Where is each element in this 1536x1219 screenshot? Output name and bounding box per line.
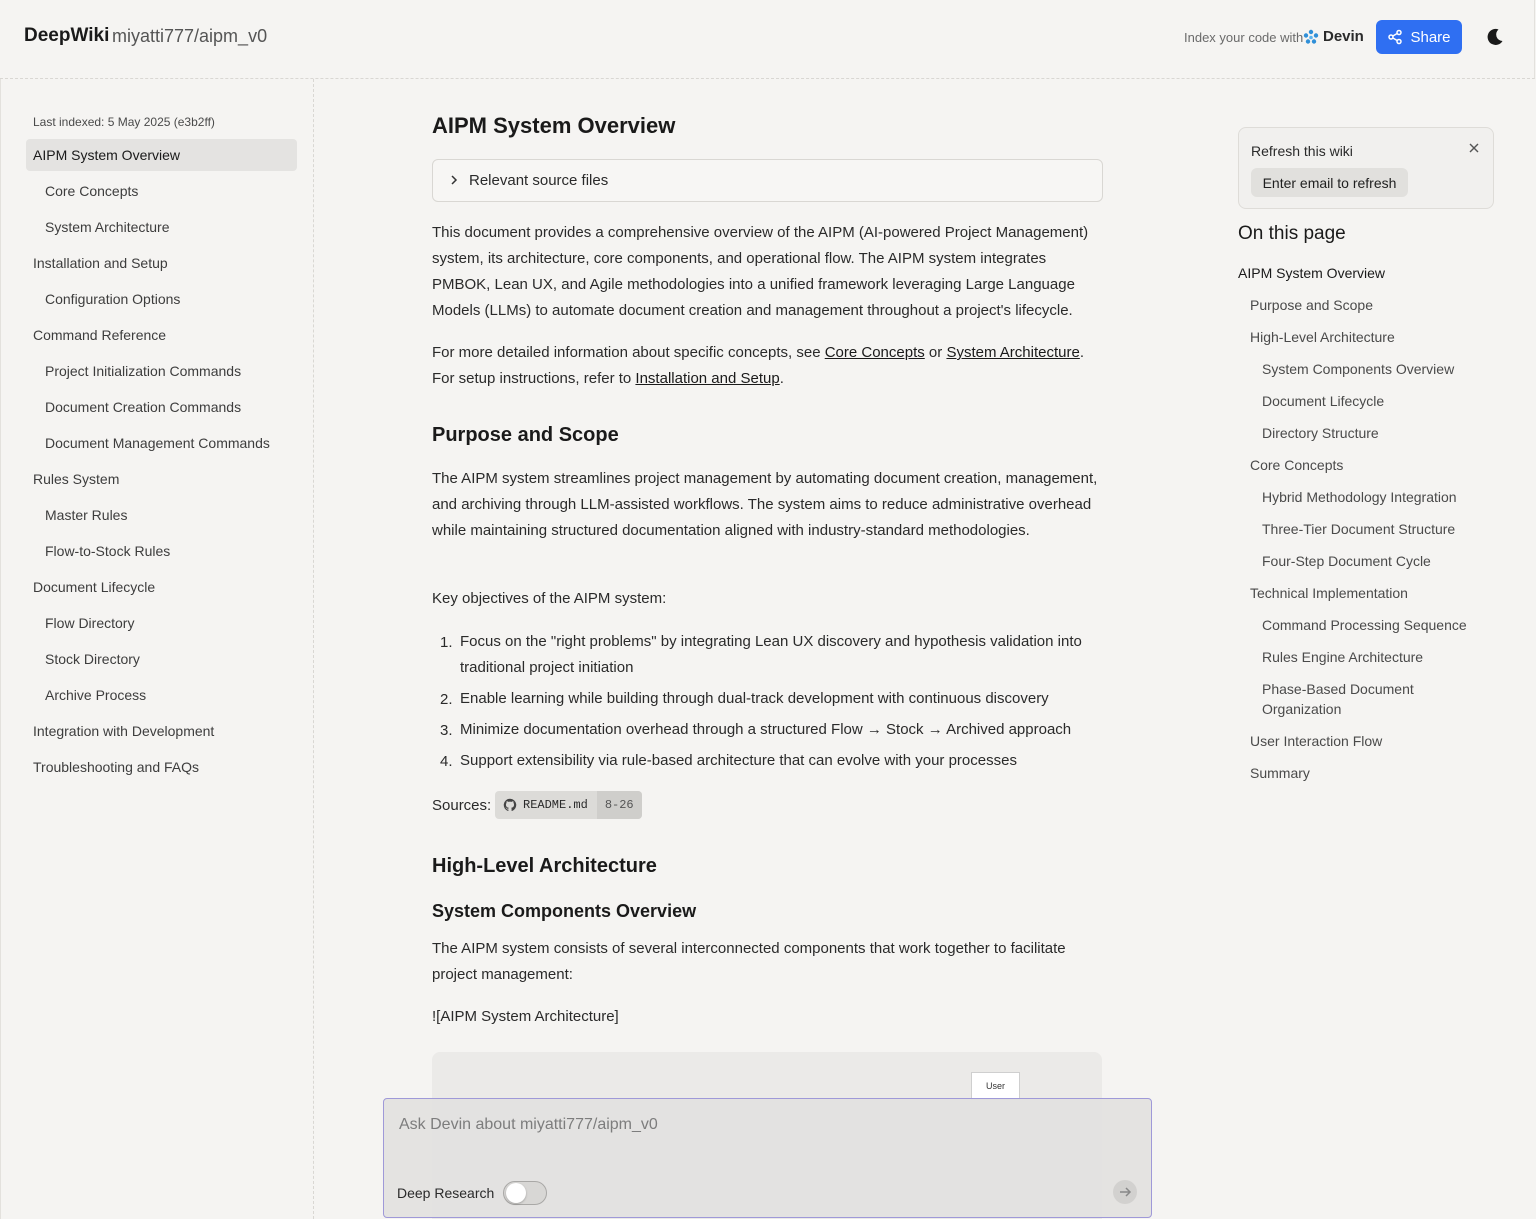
sidebar-nav-item[interactable]: Master Rules [45, 507, 128, 523]
objective-number: 4. [440, 753, 453, 770]
sidebar-nav-item[interactable]: Stock Directory [45, 651, 140, 667]
sidebar-nav-item[interactable]: Integration with Development [33, 723, 215, 739]
sidebar-nav-item[interactable]: Archive Process [45, 687, 147, 703]
toc-item[interactable]: Purpose and Scope [1250, 297, 1373, 313]
sidebar-nav-item[interactable]: Document Lifecycle [33, 579, 156, 595]
sidebar-nav-item[interactable]: System Architecture [45, 219, 170, 235]
purpose-paragraph: The AIPM system streamlines project management by automating document creation, management, and archiving through LLM-assisted workflows. The system aims to reduce administrative overhead while maintaining structured documentation aligned with industry-standard methodologies. [432, 470, 1098, 539]
enter-email-refresh-button[interactable]: Enter email to refresh [1251, 168, 1408, 197]
arrow-right-icon [1118, 1185, 1132, 1199]
sidebar-nav-item[interactable]: Configuration Options [45, 291, 181, 307]
diagram-user-node: User [971, 1072, 1020, 1100]
top-header [0, 0, 1535, 79]
more-info-prefix: For more detailed information about specific concepts, see [432, 344, 825, 361]
share-icon [1387, 29, 1403, 45]
purpose-heading: Purpose and Scope [432, 424, 619, 446]
toc-item[interactable]: Rules Engine Architecture [1262, 649, 1424, 665]
last-indexed-text: Last indexed: 5 May 2025 (e3b2ff) [33, 115, 215, 129]
moon-icon[interactable] [1484, 26, 1506, 48]
sidebar-nav-item[interactable]: Installation and Setup [33, 255, 168, 271]
components-paragraph: The AIPM system consists of several interconnected components that work together to facilitate project management: [432, 940, 1066, 983]
more-info-mid: . For setup instructions, refer to [432, 344, 1085, 387]
installation-setup-link[interactable]: Installation and Setup [635, 370, 780, 387]
core-concepts-link[interactable]: Core Concepts [824, 344, 925, 361]
toc-item[interactable]: User Interaction Flow [1250, 733, 1383, 749]
sidebar-nav-item[interactable]: Core Concepts [45, 183, 139, 199]
sidebar-nav-item[interactable]: Rules System [33, 471, 120, 487]
toc-item[interactable]: High-Level Architecture [1250, 329, 1395, 345]
toc-item[interactable]: Four-Step Document Cycle [1262, 553, 1431, 569]
send-button[interactable] [1113, 1180, 1137, 1204]
ask-devin-input[interactable] [397, 1111, 1121, 1139]
intro-paragraph: This document provides a comprehensive overview of the AIPM (AI-powered Project Management) system, its architecture, core components, and operational flow. The AIPM system integrates PMBOK, Lean UX, and Agile methodologies into a unified framework leveraging Large Language Models (LLMs) to automate document creation and management throughout a project's lifecycle. [432, 224, 1089, 319]
ask-devin-panel [383, 1098, 1152, 1218]
relevant-source-files-toggle[interactable] [432, 159, 1103, 202]
toc-item[interactable]: AIPM System Overview [1238, 265, 1386, 281]
objective-number: 1. [440, 634, 453, 651]
toc-item[interactable]: Phase-Based Document Organization [1262, 681, 1414, 717]
more-info-or: or [924, 344, 947, 361]
system-architecture-link[interactable]: System Architecture [946, 344, 1080, 361]
source-file-name: README.md [523, 798, 588, 812]
toc-title: On this page [1238, 223, 1346, 244]
index-code-text: Index your code with [1184, 30, 1304, 45]
objective-item: Enable learning while building through dual-track development with continuous discovery [460, 690, 1049, 707]
toc-item[interactable]: Command Processing Sequence [1262, 617, 1467, 633]
share-label: Share [1410, 28, 1451, 46]
left-sidebar [0, 79, 314, 1219]
sidebar-nav-item[interactable]: Project Initialization Commands [45, 363, 242, 379]
source-file-chip[interactable] [495, 791, 642, 819]
sidebar-nav-item[interactable]: Document Management Commands [45, 435, 270, 451]
sidebar-nav-item[interactable]: Flow Directory [45, 615, 135, 631]
more-info-paragraph [432, 340, 1104, 392]
toc-item[interactable]: Directory Structure [1262, 425, 1379, 441]
refresh-wiki-card [1238, 127, 1494, 209]
objective-number: 2. [440, 691, 453, 708]
devin-link[interactable]: Devin [1323, 28, 1364, 45]
close-icon[interactable] [1467, 141, 1481, 155]
share-button[interactable] [1376, 20, 1462, 54]
sidebar-nav-item[interactable]: Troubleshooting and FAQs [33, 759, 200, 775]
relevant-source-files-label: Relevant source files [469, 172, 609, 189]
toc-item[interactable]: Summary [1250, 765, 1310, 781]
brand-logo[interactable]: DeepWiki [24, 25, 110, 46]
github-icon [503, 798, 517, 812]
more-info-suffix: . [779, 370, 784, 387]
sidebar-nav-item[interactable]: AIPM System Overview [33, 147, 181, 163]
page-title: AIPM System Overview [432, 113, 676, 138]
image-alt-text: ![AIPM System Architecture] [432, 1008, 619, 1025]
toc-item[interactable]: Technical Implementation [1250, 585, 1408, 601]
sidebar-nav-item[interactable]: Document Creation Commands [45, 399, 242, 415]
objective-item: Minimize documentation overhead through a structured Flow → Stock → Archived approach [460, 721, 1072, 738]
components-heading: System Components Overview [432, 901, 697, 921]
toc-item[interactable]: System Components Overview [1262, 361, 1455, 377]
deep-research-label: Deep Research [397, 1185, 495, 1201]
objective-item: Support extensibility via rule-based architecture that can evolve with your processes [460, 752, 1017, 769]
sidebar-nav-item[interactable]: Flow-to-Stock Rules [45, 543, 171, 559]
objective-item: Focus on the "right problems" by integrating Lean UX discovery and hypothesis validation into traditional project initiation [460, 633, 1082, 676]
refresh-title: Refresh this wiki [1251, 143, 1353, 159]
toc-item[interactable]: Document Lifecycle [1262, 393, 1385, 409]
architecture-heading: High-Level Architecture [432, 855, 657, 877]
source-line-range: 8-26 [597, 791, 642, 819]
toc-item[interactable]: Core Concepts [1250, 457, 1344, 473]
objectives-intro: Key objectives of the AIPM system: [432, 590, 667, 607]
toggle-knob [506, 1183, 526, 1203]
deep-research-toggle[interactable] [503, 1181, 547, 1205]
objective-number: 3. [440, 722, 453, 739]
toc-item[interactable]: Three-Tier Document Structure [1262, 521, 1456, 537]
toc-item[interactable]: Hybrid Methodology Integration [1262, 489, 1457, 505]
sources-label: Sources: [432, 797, 492, 814]
repo-name[interactable]: miyatti777/aipm_v0 [112, 26, 268, 46]
devin-logo-icon[interactable] [1303, 29, 1319, 45]
chevron-right-icon [449, 173, 459, 187]
sidebar-nav-item[interactable]: Command Reference [33, 327, 167, 343]
